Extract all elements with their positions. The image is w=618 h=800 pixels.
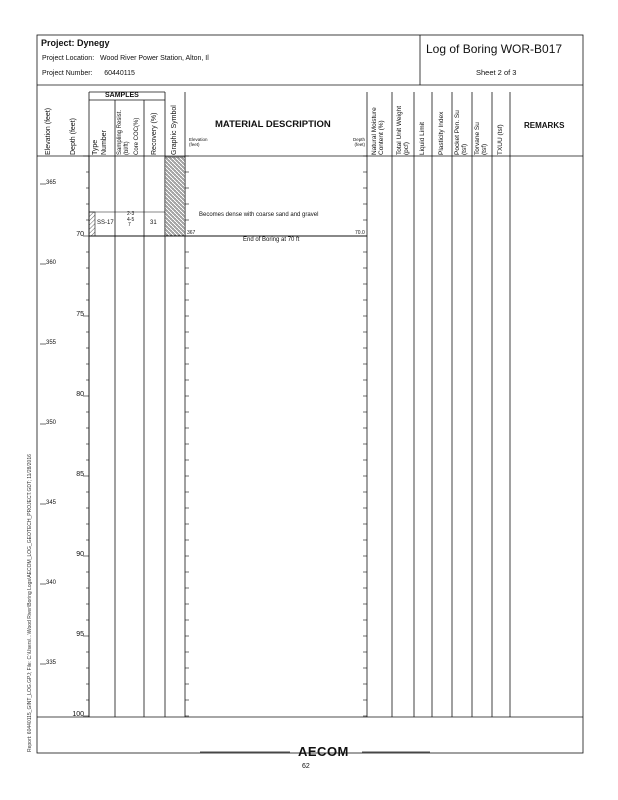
aecom-logo: AECOM	[298, 744, 349, 759]
sample-id: SS-17	[97, 220, 114, 226]
sheet-number: Sheet 2 of 3	[476, 68, 517, 77]
sample-blows: 2-3 4-5 7	[127, 211, 135, 228]
moisture-header: Natural Moisture Content (%)	[371, 107, 385, 155]
material-depth-label: Depth (feet)	[352, 137, 365, 147]
samples-header: SAMPLES	[105, 92, 139, 99]
page-number: 62	[302, 763, 310, 770]
txuu-header: TXUU (tsf)	[497, 124, 504, 155]
end-of-boring-text: End of Boring at 70 ft	[243, 237, 300, 243]
elevation-tick-label: 335	[46, 660, 57, 666]
remarks-header: REMARKS	[524, 121, 565, 130]
pocket-pen-header: Pocket Pen. Su (tsf)	[454, 110, 468, 155]
elevation-tick-label: 350	[46, 420, 57, 426]
graphic-symbol-pattern	[165, 157, 185, 236]
sample-type-symbol	[89, 212, 95, 236]
depth-tick-label: 95	[76, 631, 84, 638]
elevation-header: Elevation (feet)	[45, 107, 52, 155]
depth-tick-label: 90	[76, 551, 84, 558]
type-header: Type	[92, 139, 99, 155]
torvane-header: Torvane Su (tsf)	[474, 122, 488, 155]
elevation-tick-label: 340	[46, 580, 57, 586]
material-description-header: MATERIAL DESCRIPTION	[215, 119, 331, 130]
plasticity-index-header: Plasticity Index	[438, 111, 445, 155]
unit-weight-header: Total Unit Weight (pcf)	[396, 105, 410, 155]
log-title: Log of Boring WOR-B017	[426, 42, 563, 56]
project-name: Dynegy	[77, 38, 110, 48]
elevation-tick-label: 360	[46, 260, 57, 266]
sampling-resist-header: Sampling Resist. (bl/ft)	[117, 109, 130, 155]
liquid-limit-header: Liquid Limit	[419, 122, 426, 155]
elevation-tick-label: 365	[46, 180, 57, 186]
material-elev-label: Elevation (feet)	[189, 137, 208, 147]
depth-tick-label: 85	[76, 471, 84, 478]
sample-recovery: 31	[150, 220, 157, 226]
elevation-tick-label: 345	[46, 500, 57, 506]
number-header: Number	[101, 130, 108, 155]
elevation-tick-label: 355	[46, 340, 57, 346]
side-file-path: Report: 60440115_GINT_LOG.GPJ; File: C:\Users\...\Wood River\Boring Logs\AECOM_LOG_GEOTECH_PROJECT.GDT; 11/28/2016	[27, 454, 33, 752]
depth-tick-label: 75	[76, 311, 84, 318]
depth-header: Depth (feet)	[70, 118, 77, 155]
depth-tick-label: 100	[72, 711, 84, 718]
core-coc-header: Core COC(%)	[134, 117, 140, 155]
depth-tick-label: 70	[76, 231, 84, 238]
project-heading: Project: Dynegy	[41, 38, 110, 48]
depth-tick-label: 80	[76, 391, 84, 398]
end-depth: 70.0	[355, 230, 365, 236]
recovery-header: Recovery (%)	[151, 112, 158, 155]
end-elevation: 367	[187, 230, 196, 236]
graphic-symbol-header: Graphic Symbol	[171, 105, 178, 155]
project-number: Project Number: 60440115	[42, 70, 135, 77]
project-location: Project Location: Wood River Power Station, Alton, Il	[42, 55, 209, 62]
material-note: Becomes dense with coarse sand and gravel	[199, 212, 319, 218]
